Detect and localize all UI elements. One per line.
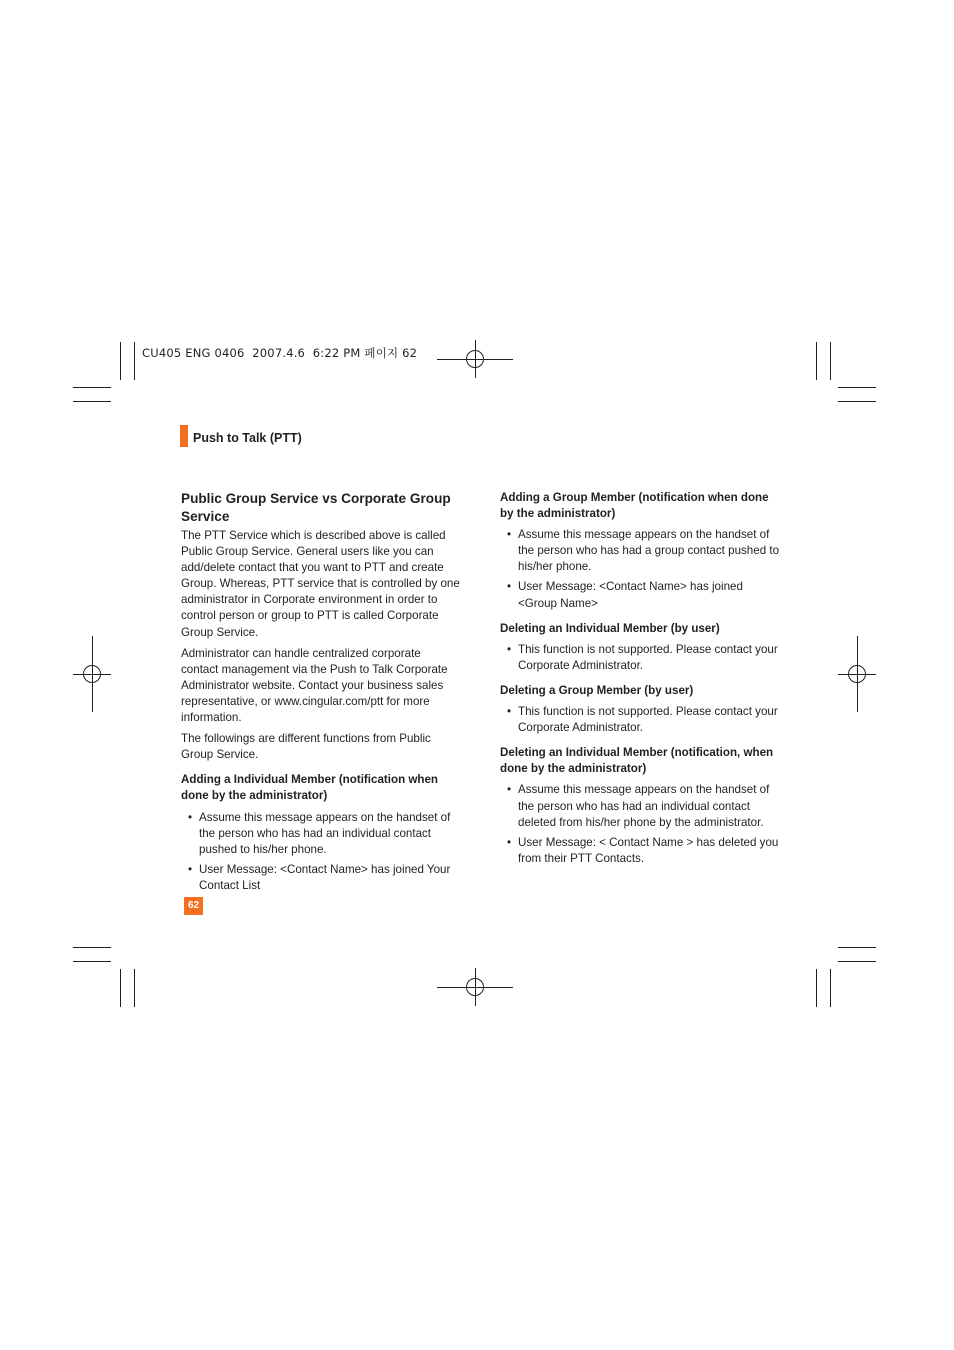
bullet-list [500, 527, 785, 611]
print-slug-line: CU405 ENG 0406 2007.4.6 6:22 PM 페이지 62 [142, 346, 418, 360]
subheading-deleting-group-by-user: Deleting a Group Member (by user) [500, 683, 694, 697]
bullet-list [500, 704, 785, 736]
crop-mark [134, 969, 135, 1007]
paragraph: Administrator can handle centralized corporate contact management via the Push to Talk Corporate Administrator website. Contact your business sales representative, or www.cingular.com/ptt for more information. [181, 646, 448, 725]
crop-mark [838, 387, 876, 388]
crop-mark [73, 387, 111, 388]
list-item: • User Message: < Contact Name > has deleted you from their PTT Contacts. [507, 835, 779, 865]
subheading-deleting-individual-by-admin: Deleting an Individual Member (notification, when done by the administrator) [500, 746, 774, 776]
bullet-list [500, 782, 785, 866]
subheading-adding-individual: Adding a Individual Member (notification when done by the administrator) [181, 773, 438, 803]
subheading-deleting-individual-by-user: Deleting an Individual Member (by user) [500, 621, 720, 635]
crop-mark [120, 969, 121, 1007]
crop-mark [816, 342, 817, 380]
crop-mark [73, 401, 111, 402]
list-item: • User Message: <Contact Name> has joined Your Contact List [188, 862, 451, 892]
list-item: • Assume this message appears on the handset of the person who has had an individual contact pushed to his/her phone. [188, 810, 451, 856]
crop-mark [816, 969, 817, 1007]
crop-mark [134, 342, 135, 380]
crop-mark [73, 961, 111, 962]
page-number-badge: 62 [184, 897, 203, 915]
bullet-list [181, 810, 461, 894]
paragraph: The PTT Service which is described above is called Public Group Service. General users like you can add/delete contact that you want to PTT and create Group. Whereas, PTT service that is controlled by one administrator in Corporate environment in order to control person or group to PTT is called Corporate Group Service. [181, 529, 460, 639]
crop-mark [838, 961, 876, 962]
crop-mark [120, 342, 121, 380]
crop-mark [73, 947, 111, 948]
list-item: • This function is not supported. Please contact your Corporate Administrator. [507, 705, 778, 735]
crop-mark [830, 969, 831, 1007]
paragraph: The followings are different functions from Public Group Service. [181, 732, 431, 762]
list-item: • User Message: <Contact Name> has joined <Group Name> [507, 580, 743, 610]
crop-mark [838, 947, 876, 948]
section-title: Push to Talk (PTT) [193, 431, 302, 445]
list-item: • This function is not supported. Please contact your Corporate Administrator. [507, 642, 778, 672]
bullet-list [500, 642, 785, 674]
list-item: • Assume this message appears on the handset of the person who has had a group contact pushed to his/her phone. [507, 528, 780, 574]
section-marker [180, 425, 188, 447]
list-item: • Assume this message appears on the handset of the person who has had an individual contact deleted from his/her phone by the administrator. [507, 783, 770, 829]
left-column [181, 490, 461, 903]
right-column [500, 490, 785, 876]
crop-mark [830, 342, 831, 380]
crop-mark [838, 401, 876, 402]
subheading-adding-group-member: Adding a Group Member (notification when done by the administrator) [500, 491, 769, 521]
heading-public-vs-corporate: Public Group Service vs Corporate Group Service [181, 491, 451, 524]
